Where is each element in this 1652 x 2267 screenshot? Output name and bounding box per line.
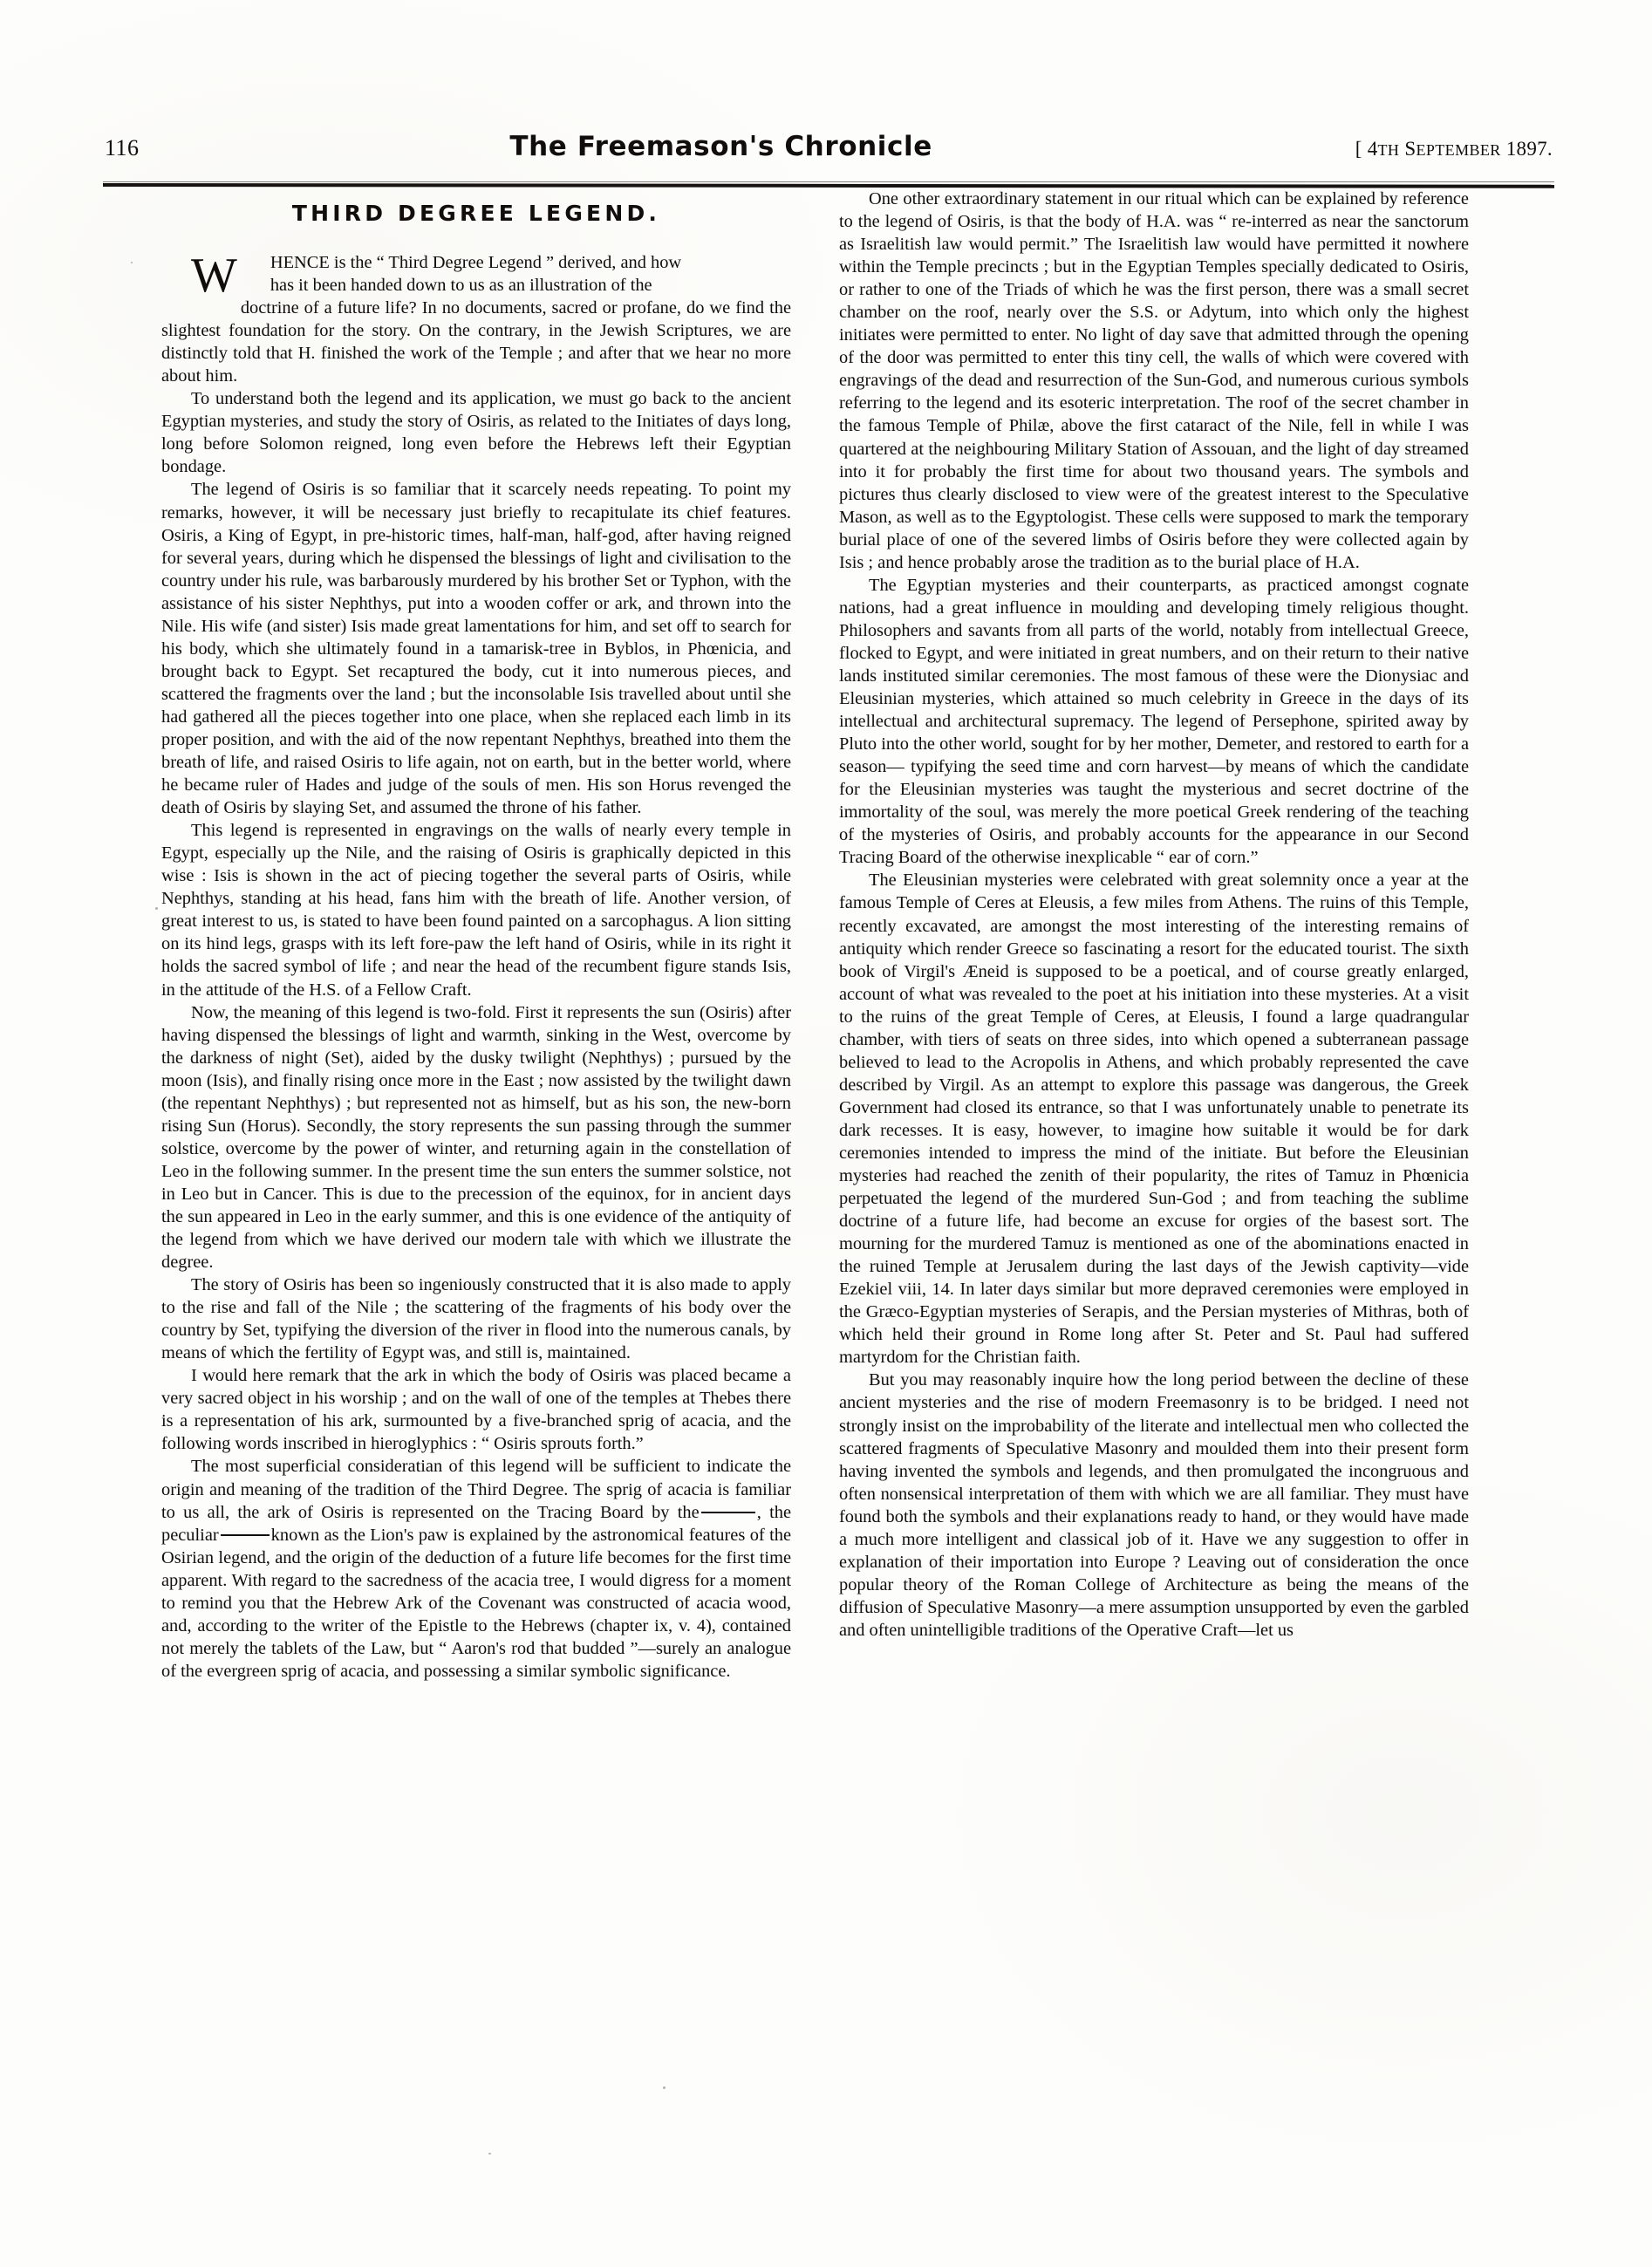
paragraph: Now, the meaning of this legend is two-fold. First it represents the sun (Osiris) after having dispensed the blessings of light and warmth, sinking in the West, overcome by the darkness of night (Set), aided by the dusky twilight (Nephthys) ; pursued by the moon (Isis), and finally rising once more in the East ; now assisted by the twilight dawn (the repentant Nephthys) ; but represented not as himself, but as his son, the new-born rising Sun (Horus). Secondly, the story represents the sun passing through the summer solstice, overcome by the power of winter, and returning again in the constellation of Leo in the following summer. In the present time the sun enters the summer solstice, not in Leo but in Cancer. This is due to the precession of the equinox, for in ancient days the sun appeared in Leo in the early summer, and this is one evidence of the antiquity of the legend from which we have derived our modern tale with which we illustrate the degree. bbox=[161, 1002, 791, 1273]
paragraph-opening bbox=[161, 251, 791, 387]
paragraph: The Egyptian mysteries and their counterparts, as practiced amongst cognate nations, had a great influence in moulding and developing timely religious thought. Philosophers and savants from all parts of the world, notably from intellectual Greece, flocked to Egypt, and were initiated in great numbers, and on their return to their native lands instituted similar ceremonies. The most famous of these were the Dionysiac and Eleusinian mysteries, which attained so much celebrity in Greece in the days of its intellectual and architectural supremacy. The legend of Persephone, spirited away by Pluto into the other world, sought for by her mother, Demeter, and restored to earth for a season— typifying the seed time and corn harvest—by means of which the candidate for the Eleusinian mysteries was taught the mysterious and secret doctrine of the immortality of the soul, was merely the more poetical Greek rendering of the teaching of the mysteries of Osiris, and probably accounts for the appearance in our Second Tracing Board of the otherwise inexplicable “ ear of corn.” bbox=[839, 575, 1469, 868]
redaction-blank-ark bbox=[701, 1512, 755, 1513]
paragraph: I would here remark that the ark in which the body of Osiris was placed became a very sacred object in his worship ; and on the wall of one of the temples at Thebes there is a representation of his ark, surmounted by a five-branched sprig of acacia, and the following words inscribed in hieroglyphics : “ Osiris sprouts forth.” bbox=[161, 1366, 791, 1454]
publication-title: The Freemason's Chronicle bbox=[509, 131, 932, 162]
drop-cap: W bbox=[191, 249, 237, 303]
issue-date-sep: S bbox=[1399, 138, 1416, 160]
running-head bbox=[105, 131, 1553, 176]
paragraph-with-redactions bbox=[161, 1455, 791, 1682]
redacted-sentence-part-a: The most superficial consideratian of this legend will be sufficient to indicate the origin and meaning of the tradition of the Third Degree. The sprig of acacia is familiar to us all, the ark of Osiris is represented on the Tracing Board by the bbox=[161, 1457, 791, 1522]
paragraph: The Eleusinian mysteries were celebrated with great solemnity once a year at the famous Temple of Ceres at Eleusis, a few miles from Athens. The ruins of this Temple, recently excavated, are amongst the most interesting of the interesting remains of antiquity which render Greece so fascinating a resort for the educated tourist. The sixth book of Virgil's Æneid is supposed to be a poetical, and of course greatly enlarged, account of what was revealed to the poet at his initiation into these mysteries. At a visit to the ruins of the great Temple of Ceres, at Eleusis, I found a large quadrangular chamber, with tiers of seats on three sides, into which opened a subterranean passage believed to lead to the Acropolis in Athens, and which probably represented the cave described by Virgil. As an attempt to explore this passage was dangerous, the Greek Government had closed its entrance, so that I was unfortunately unable to penetrate its dark recesses. It is easy, however, to imagine how suitable it would be for dark ceremonies intended to impress the mind of the initiate. But before the Eleusinian mysteries had reached the zenith of their popularity, the rites of Tamuz in Phœnicia perpetuated the legend of the murdered Sun-God ; and from teaching the sublime doctrine of a future life, had become an excuse for orgies of the basest sort. The mourning for the murdered Tamuz is mentioned as one of the abominations enacted in the ruined Temple at Jerusalem during the last days of the Jewish captivity—vide Ezekiel viii, 14. In later days similar but more depraved ceremonies were employed in the Græco-Egyptian mysteries of Serapis, and the Persian mysteries of Mithras, both of which held their ground in Rome long after St. Peter and St. Paul had suffered martyrdom for the Christian faith. bbox=[839, 871, 1469, 1368]
paragraph: To understand both the legend and its application, we must go back to the ancient Egyptian mysteries, and study the story of Osiris, as related to the Initiates of days long, long before Solomon reigned, long even before the Hebrews left their Egyptian bondage. bbox=[161, 389, 791, 477]
page-number: 116 bbox=[105, 135, 140, 160]
scan-speck bbox=[1444, 1308, 1445, 1310]
paragraph: This legend is represented in engravings on the walls of nearly every temple in Egypt, especially up the Nile, and the raising of Osiris is graphically depicted in this wise : Isis is shown in the act of piecing together the several parts of Osiris, while Nephthys, standing at his head, fans him with the breath of life. Another version, of great interest to us, is stated to have been found painted on a sarcophagus. A lion sitting on its hind legs, grasps with its left fore-paw the left hand of Osiris, while in its right it holds the sacred symbol of life ; and near the head of the recumbent figure stands Isis, in the attitude of the H.S. of a Fellow Craft. bbox=[161, 821, 791, 1000]
redaction-blank-grip bbox=[221, 1534, 270, 1536]
opening-line-1: HENCE is the “ Third Degree Legend ” derived, and how bbox=[270, 253, 682, 272]
opening-rest: doctrine of a future life? In no documents, sacred or profane, do we find the slightest foundation for the story. On the contrary, in the Jewish Scriptures, we are distinctly told that H. finished the work of the Temple ; and after that we hear no more about him. bbox=[161, 298, 791, 386]
paragraph: One other extraordinary statement in our ritual which can be explained by reference to the legend of Osiris, is that the body of H.A. was “ re-interred as near the sanctorum as Israelitish law would permit.” The Israelitish law would have permitted it nowhere within the Temple precincts ; but in the Egyptian Temples specially dedicated to Osiris, or rather to one of the Triads of which he was the first person, there was a small secret chamber on the roof, nearly over the S.S. or Adytum, into which only the highest initiates were permitted to enter. No light of day save that admitted through the opening of the door was permitted to enter this tiny cell, the walls of which were covered with engravings of the dead and resurrection of the Sun-God, and numerous curious symbols referring to the legend and its esoteric interpretation. The roof of the secret chamber in the famous Temple of Philæ, above the first cataract of the Nile, fell in while I was quartered at the neighbouring Military Station of Assouan, and the light of day streamed into it for probably the first time for about two thousand years. The symbols and pictures thus clearly disclosed to view were of the greatest interest to the Speculative Mason, as well as to the Egyptologist. These cells were supposed to mark the temporary burial place of one of the severed limbs of Osiris before they were collected again by Isis ; and hence probably arose the tradition as to the burial place of H.A. bbox=[839, 189, 1469, 572]
issue-date-prefix: [ 4 bbox=[1355, 138, 1378, 160]
opening-line-2: has it been handed down to us as an illustration of the bbox=[270, 276, 652, 296]
column-left bbox=[161, 251, 791, 1683]
issue-date-month: EPTEMBER bbox=[1416, 141, 1501, 159]
header-rule bbox=[103, 181, 1554, 188]
redacted-sentence-part-c: known as the Lion's paw is explained by the astronomical features of the Osirian legend, and the origin of the deduction of a future life becomes for the first time apparent. With regard to the sacredness of the acacia tree, I would digress for a moment to remind you that the Hebrew Ark of the Covenant was constructed of acacia wood, and, according to the writer of the Epistle to the Hebrews (chapter ix, v. 4), contained not merely the tablets of the Law, but “ Aaron's rod that budded ”—surely an analogue of the evergreen sprig of acacia, and possessing a similar symbolic significance. bbox=[161, 1525, 791, 1681]
scan-speck bbox=[155, 907, 158, 910]
scan-speck bbox=[789, 558, 791, 560]
scan-speck bbox=[131, 262, 133, 263]
scan-speck bbox=[663, 2086, 666, 2089]
issue-date bbox=[1355, 138, 1553, 160]
paragraph: The story of Osiris has been so ingeniously constructed that it is also made to apply to the rise and fall of the Nile ; the scattering of the fragments of his body over the country by Set, typifying the diversion of the river in flood into the numerous canals, by means of which the fertility of Egypt was, and still is, maintained. bbox=[161, 1275, 791, 1363]
scan-speck bbox=[488, 2153, 491, 2154]
redacted-sentence-part-b: , the peculiar bbox=[161, 1502, 791, 1545]
issue-date-ordinal: TH bbox=[1377, 141, 1400, 159]
paragraph: But you may reasonably inquire how the long period between the decline of these ancient mysteries and the rise of modern Freemasonry is to be bridged. I need not strongly insist on the improbability of the literate and intellectual men who collected the scattered fragments of Speculative Masonry and moulded them into their present form having invented the symbols and legends, and then promulgated the incongruous and often nonsensical interpretation of them with which we are all familiar. They must have found both the symbols and their explanations ready to hand, or they would have made a much more intelligent and classical job of it. Have we any suggestion to offer in explanation of their importation into Europe ? Leaving out of consideration the once popular theory of the Roman College of Architecture as being the means of the diffusion of Speculative Masonry—a mere assumption unsupported by even the garbled and often unintelligible traditions of the Operative Craft—let us bbox=[839, 1370, 1469, 1640]
issue-date-year: 1897. bbox=[1500, 138, 1553, 160]
header-rule-hairline bbox=[103, 181, 1554, 182]
paragraph: The legend of Osiris is so familiar that it scarcely needs repeating. To point my remarks, however, it will be necessary just briefly to recapitulate its chief features. Osiris, a King of Egypt, in pre-historic times, half-man, half-god, after having reigned for several years, during which he dispensed the blessings of light and civilisation to the country under his rule, was barbarously murdered by his brother Set or Typhon, with the assistance of his sister Nephthys, put into a wooden coffer or ark, and thrown into the Nile. His wife (and sister) Isis made great lamentations for him, and set off to search for his body, which she ultimately found in a tamarisk-tree in Byblos, in Phœnicia, and brought back to Egypt. Set recaptured the body, cut it into numerous pieces, and scattered the fragments over the land ; but the inconsolable Isis travelled about until she had gathered all the pieces together into one place, when she replaced each limb in its proper position, and with the aid of the now repentant Nephthys, breathed into them the breath of life, and raised Osiris to life again, not on earth, but in the better world, where he became ruler of Hades and judge of the souls of men. His son Horus revenged the death of Osiris by slaying Set, and assumed the throne of his father. bbox=[161, 480, 791, 818]
column-right bbox=[839, 188, 1469, 1642]
article-title: THIRD DEGREE LEGEND. bbox=[291, 201, 661, 226]
